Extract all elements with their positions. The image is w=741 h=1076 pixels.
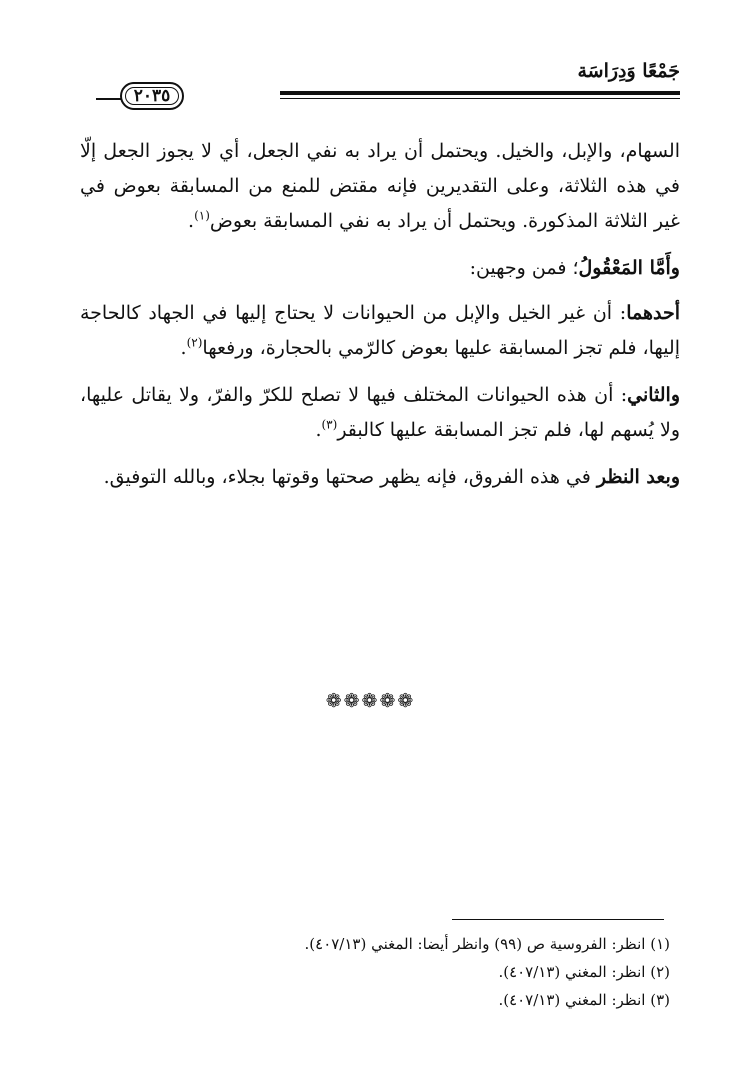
paragraph-1 xyxy=(80,134,680,239)
footnote-2: (٢) انظر: المغني (٤٠٧/١٣). xyxy=(498,963,670,981)
paragraph-2 xyxy=(80,251,680,286)
paragraph-text: في هذه الفروق، فإنه يظهر صحتها وقوتها بجلاء، وبالله التوفيق. xyxy=(103,466,597,488)
footnote-1: (١) انظر: الفروسية ص (٩٩) وانظر أيضا: المغني (٤٠٧/١٣). xyxy=(304,935,670,953)
paragraph-lead: وأَمَّا المَعْقُولُ xyxy=(578,257,680,279)
paragraph-3 xyxy=(80,296,680,366)
page-number: ٢٠٣٥ xyxy=(133,86,171,106)
page-header xyxy=(96,60,680,116)
footnote-separator xyxy=(452,919,664,920)
footnote-3: (٣) انظر: المغني (٤٠٧/١٣). xyxy=(498,991,670,1009)
page-number-badge xyxy=(120,82,184,110)
paragraph-5 xyxy=(80,460,680,495)
footnote-ref: (٢) xyxy=(186,335,203,350)
paragraph-text: : أن هذه الحيوانات المختلف فيها لا تصلح للكرّ والفرّ، ولا يقاتل عليها، ولا يُسهم لها، فلم تجز المسابقة عليها كالبقر xyxy=(80,384,680,441)
footnotes xyxy=(80,930,670,1014)
header-rule-left xyxy=(96,98,122,100)
header-rule-thin xyxy=(280,98,680,99)
paragraph-lead: والثاني xyxy=(627,384,680,406)
paragraph-text: : أن غير الخيل والإبل من الحيوانات لا يحتاج إليها في الجهاد كالحاجة إليها، فلم تجز المسابقة عليها بعوض كالرّمي بالحجارة، ورفعها xyxy=(80,302,680,359)
paragraph-lead: أحدهما xyxy=(626,302,680,324)
header-title: جَمْعًا وَدِرَاسَة xyxy=(577,60,680,82)
header-rule-thick xyxy=(280,91,680,95)
paragraph-4 xyxy=(80,378,680,448)
paragraph-end: . xyxy=(188,210,195,232)
section-divider-ornaments: ❁❁❁❁❁ xyxy=(325,690,416,712)
paragraph-lead: وبعد النظر xyxy=(596,466,680,488)
paragraph-text: السهام، والإبل، والخيل. ويحتمل أن يراد به نفي الجعل، أي لا يجوز الجعل إلّا في هذه الثلاثة، وعلى التقديرين فإنه مقتض للمنع من المسابقة بعوض في غير الثلاثة المذكورة. ويحتمل أن يراد به نفي المسابقة بعوض xyxy=(80,140,680,232)
paragraph-end: . xyxy=(180,337,187,359)
footnote-ref: (٣) xyxy=(321,417,338,432)
paragraph-end: . xyxy=(315,419,322,441)
main-text xyxy=(80,134,680,507)
paragraph-text: ؛ فمن وجهين: xyxy=(469,257,579,279)
footnote-ref: (١) xyxy=(194,208,210,223)
